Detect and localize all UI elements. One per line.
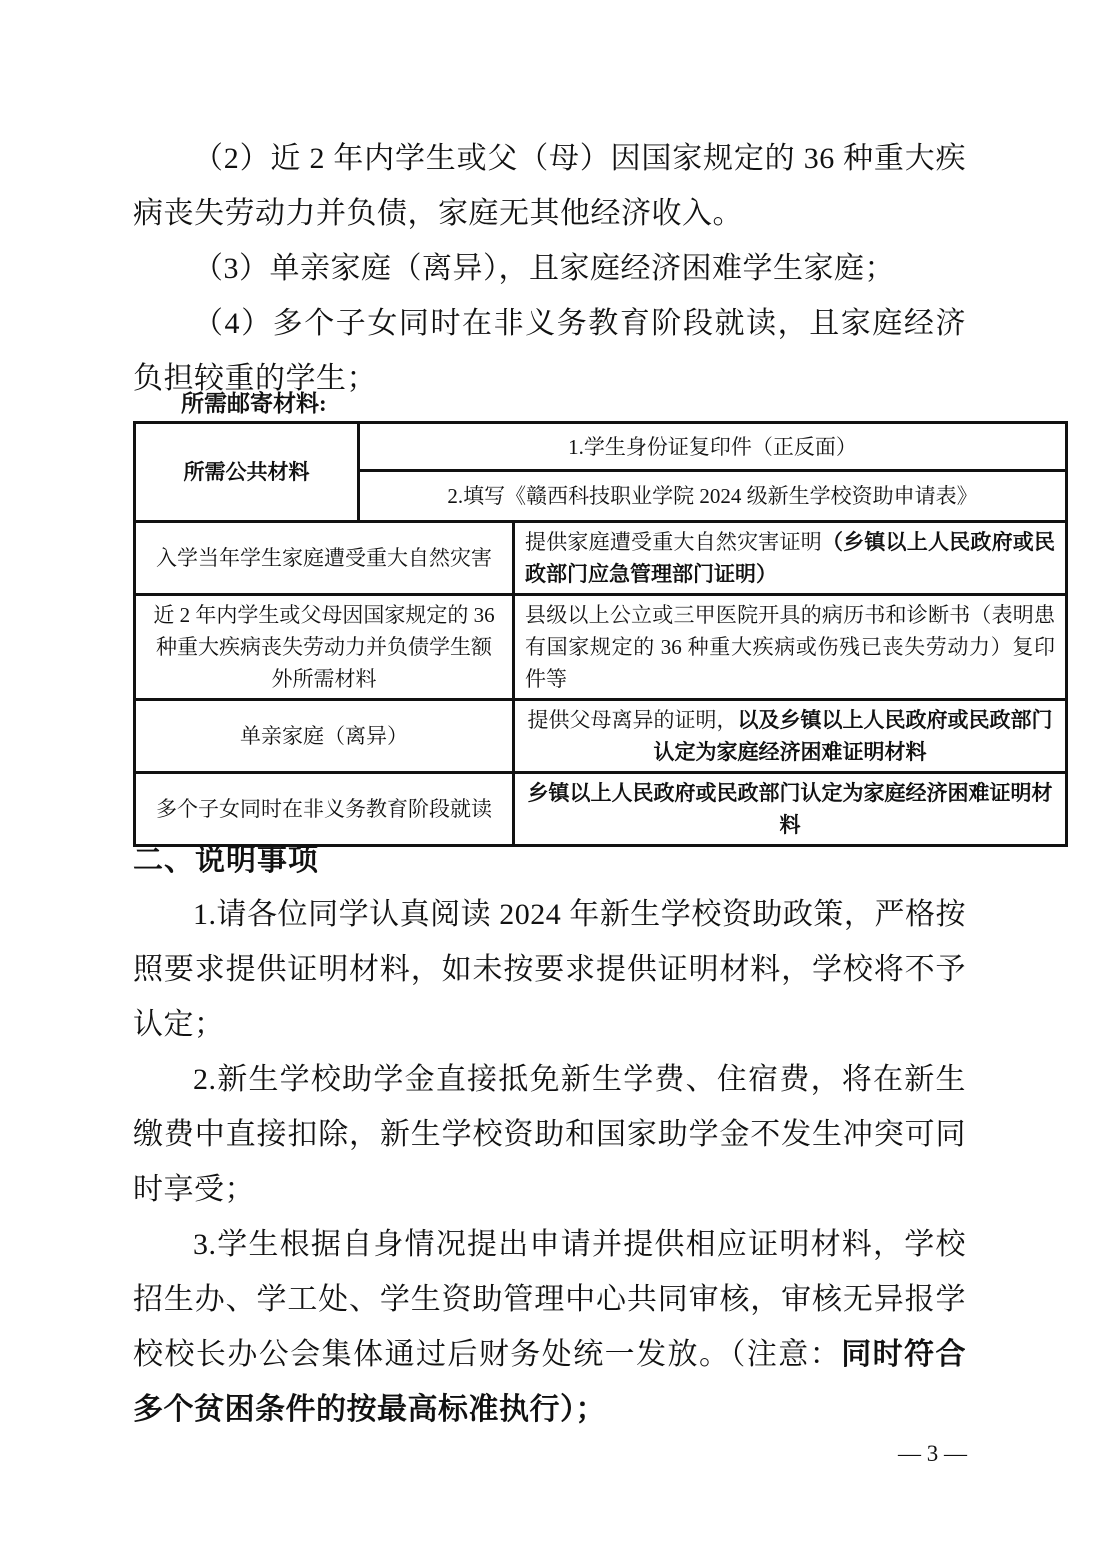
condition-item-3: （3）单亲家庭（离异），且家庭经济困难学生家庭；	[193, 252, 895, 285]
section-notes	[133, 843, 966, 1437]
material-regular-text: 提供父母离异的证明，	[527, 708, 738, 732]
table-row-illness	[136, 593, 1065, 698]
table-cell-material	[515, 523, 1065, 593]
condition-item-2: （2）近 2 年内学生或父（母）因国家规定的 36 种重大疾病丧失劳动力并负债，家庭无其他经济收入。	[133, 142, 966, 230]
table-cell-material-text	[525, 704, 1055, 768]
table-row-common	[136, 424, 1065, 520]
note-3-bold-text: 同时符合多个贫困条件的按最高标准执行）；	[133, 1338, 967, 1426]
table-common-items	[360, 424, 1065, 520]
material-bold-text: （乡镇以上人民政府或民政部门应急管理部门证明）	[525, 530, 1056, 586]
table-cell-material	[515, 701, 1065, 771]
table-cell-common-header: 所需公共材料	[136, 424, 360, 520]
section-heading: 二、说明事项	[133, 844, 319, 877]
eligibility-conditions	[133, 131, 966, 406]
table-cell-condition: 多个子女同时在非义务教育阶段就读	[136, 774, 515, 844]
page-number: — 3 —	[898, 1441, 967, 1466]
mail-materials-table	[133, 421, 1068, 847]
note-3	[133, 1217, 966, 1437]
table-cell-material-text	[525, 777, 1055, 841]
note-1: 1.请各位同学认真阅读 2024 年新生学校资助政策，严格按照要求提供证明材料，如未按要求提供证明材料，学校将不予认定；	[133, 898, 966, 1041]
table-row-single-parent	[136, 698, 1065, 771]
table-cell-material-text	[525, 599, 1055, 695]
table-row-disaster	[136, 520, 1065, 593]
table-cell-material-text	[525, 526, 1055, 590]
condition-item-4: （4）多个子女同时在非义务教育阶段就读，且家庭经济负担较重的学生；	[133, 307, 966, 395]
note-2: 2.新生学校助学金直接抵免新生学费、住宿费，将在新生缴费中直接扣除，新生学校资助和国家助学金不发生冲突可同时享受；	[133, 1063, 966, 1206]
table-cell-condition: 单亲家庭（离异）	[136, 701, 515, 771]
mail-materials-label: 所需邮寄材料:	[181, 391, 327, 416]
material-regular-text: 县级以上公立或三甲医院开具的病历书和诊断书（表明患有国家规定的 36 种重大疾病或伤残已丧失劳动力）复印件等	[525, 603, 1055, 691]
table-cell-condition: 入学当年学生家庭遭受重大自然灾害	[136, 523, 515, 593]
table-cell-common-item-2: 2.填写《赣西科技职业学院 2024 级新生学校资助申请表》	[360, 469, 1065, 520]
note-3-regular-text: 3.学生根据自身情况提出申请并提供相应证明材料，学校招生办、学工处、学生资助管理中心共同审核，审核无异报学校校长办公会集体通过后财务处统一发放。（注意：	[133, 1228, 966, 1371]
material-bold-text: 乡镇以上人民政府或民政部门认定为家庭经济困难证明材料	[527, 781, 1053, 837]
material-bold-text: 以及乡镇以上人民政府或民政部门认定为家庭经济困难证明材料	[653, 708, 1053, 764]
table-cell-common-item-1: 1.学生身份证复印件（正反面）	[568, 434, 857, 459]
table-row-multiple-children	[136, 771, 1065, 844]
table-cell-material	[515, 774, 1065, 844]
table-cell-condition: 近 2 年内学生或父母因国家规定的 36 种重大疾病丧失劳动力并负债学生额外所需材料	[136, 596, 515, 698]
table-cell-material	[515, 596, 1065, 698]
material-regular-text: 提供家庭遭受重大自然灾害证明	[525, 530, 822, 554]
